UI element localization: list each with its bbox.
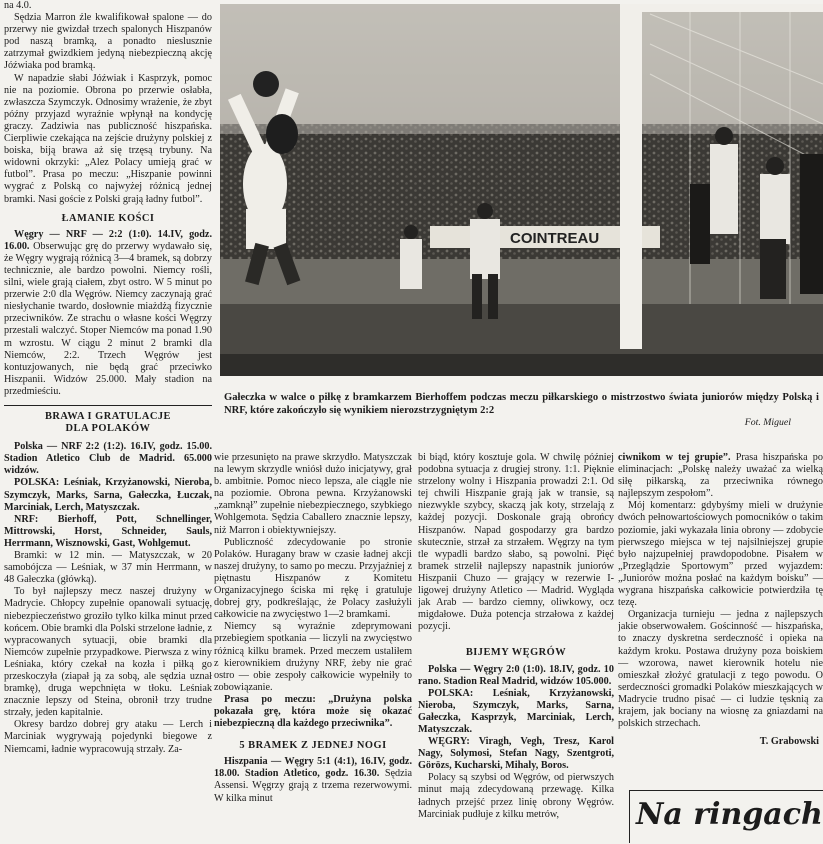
article-column-3 — [418, 452, 614, 844]
match-info: Węgry — NRF — 2:2 (1:0). 14.IV, godz. 16.00. — [4, 228, 212, 252]
article-column-4 — [618, 452, 823, 844]
ad-board-text: COINTREAU — [510, 230, 600, 247]
paragraph — [214, 756, 412, 804]
match-info: Hiszpania — Węgry 5:1 (4:1), 16.IV, godz. 18.00. Stadion Atletico, godz. 16.30. — [214, 756, 412, 780]
section-heading: BRAWA I GRATULACJE — [44, 411, 171, 422]
lineup-hungary: WĘGRY: Viragh, Vegh, Tresz, Karol Nagy, Solymosi, Stefan Nagy, Szentgroti, Görözs, Kucharski, Mihaly, Boros. — [418, 736, 614, 772]
paragraph: wie przesunięto na prawe skrzydło. Matyszczak na lewym skrzydle wniósł dużo inicjatywy, grał b. ambitnie. Pomoc nieco lepsza, ale ciągle nie na poziomie. Obrona pewna. Krzyżanowski „zamknął” zupełnie niebezpiecznego, szybkiego Wohlgemota. Sędzia Caballero znacznie lepszy, niż Marron i obiektywniejszy. — [214, 452, 412, 536]
paragraph — [418, 664, 614, 688]
paragraph-text: Obserwując grę do przerwy wydawało się, że Węgry wygrają różnicą 3—4 bramek, są dobrzy technicznie, ale bardzo powolni. Niemcy rośli, silni, wiele grają ciałem, zbyt ostro. W 5 minut po przerwie 2:0 dla Węgrów. Niemcy zaczynają grać niesłychanie twardo, dosłownie miażdżą fizycznie przeciwników. Ze strachu o własne kości Węgrzy przestali walczyć. Stoper Niemców ma ponad 1.90 m wzrostu. W ciągu 2 minut 2 bramki dla Niemców, 2:2. Trzech Węgrów jest kontuzjowanych, nie będą grać przeciwko Hiszpanii. Widzów 25.000. Mały stadion na przedmieściu. — [4, 240, 212, 397]
photo-caption — [224, 392, 819, 430]
section-heading: ŁAMANIE KOŚCI — [61, 212, 155, 224]
paragraph: bi biąd, który kosztuje gola. W chwilę później podobna sytuacja z drugiej strony. 1:1. Pięknie strzelony wolny i Hiszpania prowadzi 2:1. Od tej chwili Hiszpanie grają jak w transie, są niezwykle szybcy, skaczą jak koty, strzelają z każdej pozycji. Doskonale grają obrońcy Hiszpanów. Napad gospodarzy gra bardzo skutecznie, strzał za strzałem. Węgrzy na tym tle wypadli bardzo słabo, są powolni. Pięć bramek strzelił najlepszy napastnik juniorów Hiszpanii Chuzo — grający w rezerwie I-ligowej drużyny Atletico — Madrid. Wygląda jak Arab — bardzo ciemny, oliwkowy, ocz migdałowe. Duża potencja strzałowa z każdej pozycji. — [418, 452, 614, 633]
paragraph — [418, 688, 614, 736]
paragraph: Polacy są szybsi od Węgrów, od pierwszych minut mają zdecydowaną przewagę. Kilka ładnych przejść przez linię obrony Węgrów. Marciniak pudłuje z kilku metrów, — [418, 772, 614, 820]
paragraph: To był najlepszy mecz naszej drużyny w Madrycie. Chłopcy zupełnie opanowali sytuację, niebezpieczeństwo groziło tylko kilka minut przed końcem. Obie bramki dla Polski strzelone ładnie, z wypracowanych sytuacji, obie bramki dla Niemców zupełnie przypadkowe. Pierwsza z winy Leśniaka, który czekał na kozła i piłką go przeskoczyła (ziapał ją za sobą, ale sędzia uznał bramkę), druga wepchnięta w tłoku. Leśniak znacznie lepszy od Steina, obronił trzy trudne strzały, jeden kapitalnie. — [4, 586, 212, 719]
paragraph — [4, 229, 212, 398]
paragraph: Publiczność zdecydowanie po stronie Polaków. Huragany braw w czasie ładnej akcji naszej drużyny, to samo po meczu. Przyjaźniej z piętnastu Hiszpanów z Komitetu Organizacyjnego ściska mi rękę i gratuluje dobrej gry, podkreślając, że Polacy zasłużyli całkowicie na zwycięstwo 1—2 bramkami. — [214, 536, 412, 621]
match-photo — [220, 4, 823, 376]
paragraph — [418, 736, 614, 772]
photo-credit: Fot. Miguel — [744, 417, 791, 429]
paragraph: Niemcy są wyraźnie zdeprymowani przebiegiem spotkania — liczyli na zwycięstwo różnicą kilku bramek. Przed meczem ustaliłem z kierownikiem drużyny NRF, żeby nie grać ostro — obie zespoły całkowicie wypełniły to zobowiązanie. — [214, 621, 412, 693]
photo-image — [220, 4, 823, 376]
paragraph: Bramki: w 12 min. — Matyszczak, w 20 samobójcza — Leśniak, w 37 min Herrmann, w 48 Gałeczka (główką). — [4, 550, 212, 586]
quote-end: ciwnikom w tej grupie”. — [618, 452, 731, 463]
article-column-1 — [4, 0, 212, 844]
paragraph: Mój komentarz: gdybyśmy mieli w drużynie dwóch pełnowartościowych pomocników o takim poziomie, jaki wykazała linia obrony — zdobycie pierwszego miejsca w tej najsilniejszej grupie było najzupełniej prawdopodobne. Pisałem w „Przeglądzie Sportowym” przed wyjazdem: „Juniorów można posłać na każdym boisku” — wygrana hiszpańska całkowicie potwierdziła tę tezę. — [618, 500, 823, 609]
paragraph — [4, 441, 212, 477]
next-article-heading: Na ringach — [629, 790, 823, 843]
paragraph-text: Sędzia Assensi. Węgrzy grają z trzema rezerwowymi. W kilka minut — [214, 768, 412, 804]
lineup-poland: POLSKA: Leśniak, Krzyżanowski, Nieroba, Szymczyk, Marks, Sarna, Gałeczka, Łuczak, Marciniak, Lerch, Matyszczak. — [4, 477, 212, 513]
author-signature: T. Grabowski — [759, 736, 819, 748]
match-info: Polska — Węgry 2:0 (1:0). 18.IV, godz. 10 rano. Stadion Real Madrid, widzów 105.000. — [418, 663, 614, 687]
lineup-poland: POLSKA: Leśniak, Krzyżanowski, Nieroba, Szymczyk, Marks, Sarna, Gałeczka, Kasprzyk, Marciniak, Lerch, Matyszczak. — [418, 687, 614, 735]
paragraph — [618, 452, 823, 500]
paragraph: na 4.0. — [4, 0, 32, 11]
lineup-nrf: NRF: Bierhoff, Pott, Schnellinger, Mittrowski, Horst, Schneider, Sauls, Herrmann, Wisznowski, Gast, Wohlgemut. — [4, 513, 212, 549]
article-column-2 — [214, 452, 412, 844]
paragraph-text: Prasa hiszpańska po eliminacjach: „Polskę należy uważać za wielką siłę piłkarską, za przeciwnika równego najlepszym zespołom”. — [618, 452, 823, 500]
section-heading: DLA POLAKÓW — [65, 423, 151, 435]
press-quote: Prasa po meczu: „Drużyna polska pokazała grę, która może się okazać niebezpieczną dla każdego przeciwnika”. — [214, 693, 412, 730]
divider — [4, 405, 212, 406]
section-heading: BIJEMY WĘGRÓW — [465, 647, 567, 659]
paragraph: Organizacja turnieju — jedna z najlepszych jakie obserwowałem. Gościnność — hiszpańska, to znaczy dyskretna serdeczność i opieka na każdym kroku. Postawa drużyny poza boiskiem — wzorowa, nawet kierownik hotelu nie omieszkał złożyć gratulacji z tego powodu. O serdeczności gromadki Polaków mieszkających w Madrycie trudno pisać — ci ludzie tęsknią za krajem, jak bociany na wiosnę za gniazdami na polskich strzechach. — [618, 609, 823, 730]
match-info: Polska — NRF 2:2 (1:2). 16.IV, godz. 15.00. Stadion Atletico Club de Madrid. 65.000 widzów. — [4, 441, 212, 477]
paragraph: W napadzie słabi Jóźwiak i Kasprzyk, pomoc nie na poziomie. Obrona po przerwie osłabła, zwłaszcza Szymczyk. Odnosimy wrażenie, że zbyt późny przyjazd wyraźnie wpłynął na kondycję graczy. Zadziwia nas publiczność hiszpańska. Cierpliwie czekająca na zejście drużyny polskiej z boiska, biją brawa aż się trzęsą trybuny. Na widowni okrzyki: „Alez Polacy umieją grać w futbol”. Prasa po meczu: „Hiszpanie powinni wygrać z Polską co najwyżej różnicą jednej bramki. Nasi goście z Polski grają ładny futbol”. — [4, 72, 212, 205]
paragraph: Okresy bardzo dobrej gry ataku — Lerch i Marciniak wygrywają pojedynki biegowe z Niemcami, ładnie wypracowują strzały. Za- — [4, 719, 212, 755]
paragraph: Sędzia Marron źle kwalifikował spalone — do przerwy nie gwizdał trzech spalonych Hiszpanów pod naszą bramką, a ponadto nieslusznie zatrzymał gwizdkiem jedyną niebezpieczną akcję Jóźwiaka pod bramką. — [4, 12, 212, 72]
paragraph — [214, 694, 412, 730]
paragraph — [4, 477, 212, 513]
section-heading: 5 BRAMEK Z JEDNEJ NOGI — [239, 740, 387, 752]
paragraph — [4, 514, 212, 550]
caption-text: Gałeczka w walce o piłkę z bramkarzem Bierhoffem podczas meczu piłkarskiego o mistrzostwo świata juniorów między Polską i NRF, które zakończyło się wynikiem nierozstrzygniętym 2:2 — [224, 392, 819, 416]
